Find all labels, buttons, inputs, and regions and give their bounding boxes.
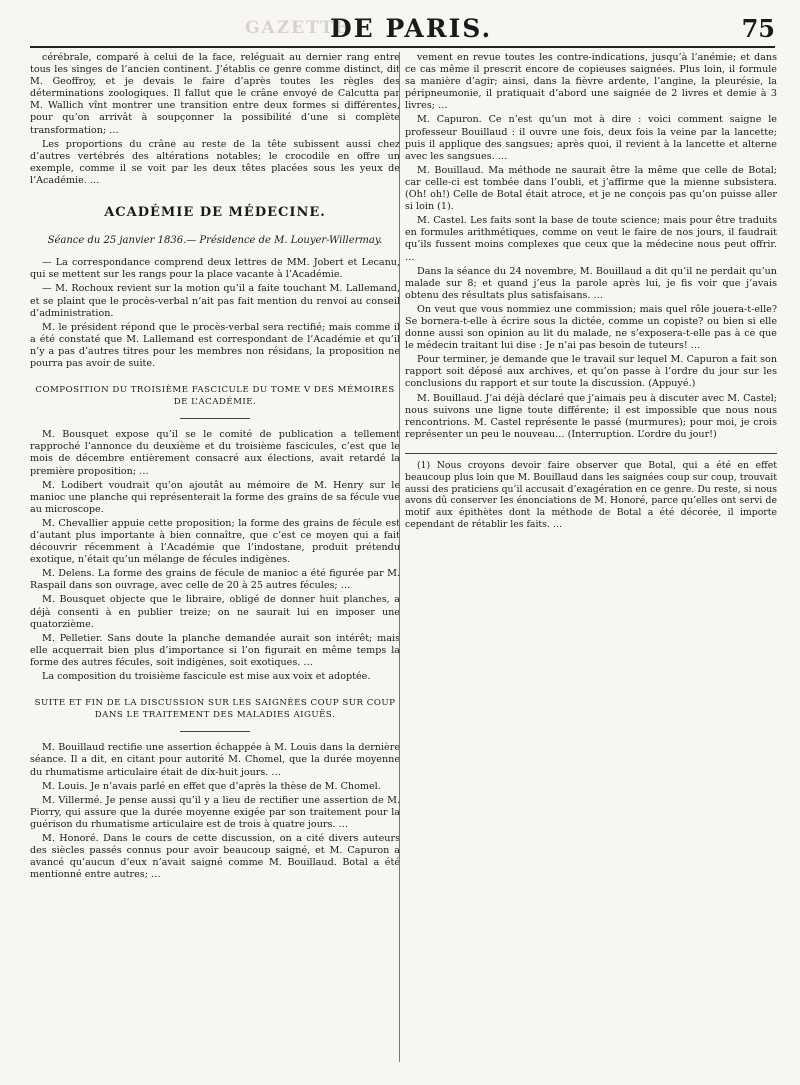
discussion-paragraph: M. Bouillaud. J’ai déjà déclaré que j’aimais peu à discuter avec M. Castel; nous suivons une ligne toute différente; il est impossible que nous nous rencontrions. M. Castel représente le passé (murmures); pour moi, je crois représenter un peu le nouveau… (Interruption. L’ordre du jour!) <box>405 392 777 440</box>
footnote-rule <box>405 453 777 454</box>
divider <box>180 731 250 732</box>
composition-paragraph: M. Pelletier. Sans doute la planche demandée aurait son intérêt; mais elle acquerrait bien plus d’importance si l’on figurait en même temps la forme des autres fécules, soit indigènes, soit exotiques. … <box>30 632 400 668</box>
header-rule <box>30 46 775 48</box>
discussion-paragraph: On veut que vous nommiez une commission; mais quel rôle jouera-t-elle? Se bornera-t-elle à écrire sous la dictée, comme un copiste? ou bien si elle donne aussi son opinion au lit du malade, ne s’exposera-t-elle pas à ce que le médecin traitant lui dise : Je n’ai pas besoin de tuteurs! … <box>405 303 777 352</box>
suite-paragraph: M. Louis. Je n’avais parlé en effet que d’après la thèse de M. Chomel. <box>42 780 381 792</box>
masthead-title: DE PARIS. <box>330 14 493 43</box>
composition-paragraph: M. Delens. La forme des grains de fécule de manioc a été figurée par M. Raspail dans son ouvrage, avec celle de 20 à 25 autres fécules; … <box>30 568 400 592</box>
section-title: ACADÉMIE DE MÉDECINE. <box>104 205 326 221</box>
page-header <box>30 8 775 46</box>
composition-paragraph: M. Bousquet expose qu’il se le comité de publication a tellement rapproché l’annonce du deuxième et du troisième fascicules, c’est que le mois de décembre entièrement consacré aux élections, avait retardé la première proposition; … <box>30 429 400 477</box>
academie-paragraph: — La correspondance comprend deux lettres de MM. Jobert et Lecanu, qui se mettent sur les rangs pour la place vacante à l’Académie. <box>30 257 400 281</box>
seance-line: Séance du 25 janvier 1836.— Présidence de M. Louyer-Willermay. <box>47 235 383 247</box>
discussion-paragraph: M. Bouillaud. Ma méthode ne saurait être la même que celle de Botal; car celle-ci est tombée dans l’oubli, et j’affirme que la mienne subsistera. (Oh! oh!) Celle de Botal était atroce, et je ne conçois pas qu’on puisse aller si loin (1). <box>405 164 777 213</box>
composition-paragraph: M. Bousquet objecte que le libraire, obligé de donner huit planches, a déjà consenti à en publier treize; on ne saurait lui en imposer une quatorzième. <box>30 594 400 630</box>
bleed-through-text: GAZETTE <box>245 18 350 38</box>
footnote: (1) Nous croyons devoir faire observer que Botal, qui a été en effet beaucoup plus loin que M. Bouillaud dans les saignées coup sur coup, trouvait aussi des praticiens qu’il accusait d’exagération en ce genre. Du reste, si nous avons dû conserver les énonciations de M. Honoré, parce qu’elles ont servi de motif aux épithètes dont la méthode de Botal a été décorée, il importe cependant de rétablir les faits. … <box>405 459 777 530</box>
suite-heading: SUITE ET FIN DE LA DISCUSSION SUR LES SAIGNÉES COUP SUR COUP DANS LE TRAITEMENT DES MALADIES AIGUËS. <box>34 698 396 721</box>
column-divider <box>399 52 400 1062</box>
academie-paragraph: — M. Rochoux revient sur la motion qu’il a faite touchant M. Lallemand, et se plaint que le procès-verbal n’ait pas fait mention du renvoi au conseil d’administration. <box>30 283 400 319</box>
discussion-paragraph: Dans la séance du 24 novembre, M. Bouillaud a dit qu’il ne perdait qu’un malade sur 8; et quand j’eus la parole après lui, je fis voir que j’avais obtenu des résultats plus satisfaisans. … <box>405 265 777 301</box>
composition-heading: COMPOSITION DU TROISIÈME FASCICULE DU TOME V DES MÉMOIRES DE L’ACADÉMIE. <box>35 385 395 408</box>
page-number: 75 <box>741 14 775 43</box>
right-column <box>405 52 777 533</box>
intro-paragraph: cérébrale, comparé à celui de la face, reléguait au dernier rang entre tous les singes de l’ancien continent. J’établis ce genre comme distinct, dit M. Geoffroy, et je devais le faire d’après toutes les règles des déterminations zoologiques. Il fallut que le crâne envoyé de Calcutta par M. Wallich vînt montrer une transition entre deux formes si différentes, pour qu’on arrivât à soupçonner la possibilité d’une si complète transformation; … <box>30 52 400 136</box>
discussion-paragraph: M. Castel. Les faits sont la base de toute science; mais pour être traduits en formules arithmétiques, comme on veut le faire de nos jours, il faudrait qu’ils fussent moins complexes que ceux que la médecine nous peut offrir. … <box>405 215 777 263</box>
discussion-paragraph: Pour terminer, je demande que le travail sur lequel M. Capuron a fait son rapport soit déposé aux archives, et qu’on passe à l’ordre du jour sur les conclusions du rapport et sur toute la discussion. (Appuyé.) <box>405 354 777 390</box>
discussion-paragraph: vement en revue toutes les contre-indications, jusqu’à l’anémie; et dans ce cas même il prescrit encore de copieuses saignées. Plus loin, il formule sa manière d’agir; ainsi, dans la fièvre ardente, l’angine, la pleurésie, la péripneumonie, il pratiquait d’abord une saignée de 2 livres et demie à 3 livres; … <box>405 52 777 112</box>
composition-paragraph: M. Chevallier appuie cette proposition; la forme des grains de fécule est d’autant plus importante à bien connaître, que c’est ce moyen qui a fait découvrir récemment à l’Académie que l’indostane, produit prétendu exotique, n’était qu’un mélange de fécules indigènes. <box>30 517 400 566</box>
divider <box>180 418 250 419</box>
discussion-paragraph: M. Capuron. Ce n’est qu’un mot à dire : voici comment saigne le professeur Bouillaud : il ouvre une fois, deux fois la veine par la lancette; puis il applique des sangsues; après quoi, il revient à la lancette et alterne avec les sangsues. … <box>405 114 777 162</box>
suite-paragraph: M. Honoré. Dans le cours de cette discussion, on a cité divers auteurs des siècles passés connus pour avoir beaucoup saigné, et M. Capuron a avancé qu’aucun d’eux n’avait saigné comme M. Bouillaud. Botal a été mentionné entre autres; … <box>30 832 400 881</box>
composition-paragraph: M. Lodibert voudrait qu’on ajoutât au mémoire de M. Henry sur le manioc une planche qui représenterait la forme des grains de sa fécule vue au microscope. <box>30 479 400 515</box>
suite-paragraph: M. Bouillaud rectifie une assertion échappée à M. Louis dans la dernière séance. Il a dit, en citant pour autorité M. Chomel, que la durée moyenne du rhumatisme articulaire était de dix-huit jours. … <box>30 742 400 778</box>
suite-paragraph: M. Villermé. Je pense aussi qu’il y a lieu de rectifier une assertion de M. Piorry, qui assure que la durée moyenne exigée par son traitement pour la guérison du rhumatisme articulaire est de trois à quatre jours. … <box>30 794 400 830</box>
left-column <box>30 52 400 883</box>
intro-paragraph: Les proportions du crâne au reste de la tête subissent aussi chez d’autres vertébrés des altérations notables; le crocodile en offre un exemple, comme il se voit par les deux têtes placées sous les yeux de l’Académie. … <box>30 138 400 186</box>
composition-paragraph: La composition du troisième fascicule est mise aux voix et adoptée. <box>42 671 371 683</box>
academie-paragraph: M. le président répond que le procès-verbal sera rectifié; mais comme il a été constaté que M. Lallemand est correspondant de l’Académie et qu’il n’y a pas d’autres titres pour les membres non résidans, la proposition ne pourra pas avoir de suite. <box>30 321 400 369</box>
